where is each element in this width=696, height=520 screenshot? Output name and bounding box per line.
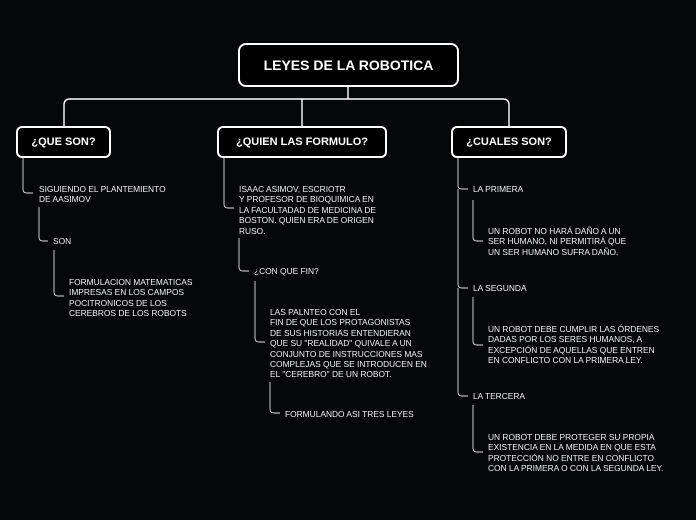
connector-b3-2	[458, 189, 468, 288]
connector-b1-2	[39, 207, 48, 241]
topic-la-primera[interactable]: LA PRIMERA	[473, 184, 524, 194]
topic-primera-ley-texto[interactable]: UN ROBOT NO HARÁ DAÑO A UN SER HUMANO, NI PERMITIRÁ QUE UN SER HUMANO SUFRA DAÑO.	[488, 226, 627, 257]
topic-formulacion-matematicas[interactable]: FORMULACION MATEMATICAS IMPRESAS EN LOS CAMPOS POCITRONICOS DE LOS CEREBROS DE LOS ROBOTS	[69, 277, 193, 319]
connector-b2-1	[224, 158, 234, 208]
connector-branch-1	[64, 99, 70, 126]
branch-que-son-label: ¿QUE SON?	[31, 136, 96, 148]
branch-quien-las-formulo[interactable]	[217, 126, 387, 158]
connector-b3-6	[473, 405, 483, 452]
topic-son[interactable]: SON	[53, 236, 72, 246]
topic-con-que-fin[interactable]: ¿CON QUE FIN?	[254, 266, 319, 276]
branch-que-son[interactable]	[16, 126, 111, 158]
root-topic-label: LEYES DE LA ROBOTICA	[263, 57, 434, 73]
topic-isaac-asimov[interactable]: ISAAC ASIMOV, ESCRIOTR Y PROFESOR DE BIOQUIMICA EN LA FACULTADAD DE MEDICINA DE BOSTON. QUIEN ERA DE ORIGEN RUSO.	[239, 184, 376, 236]
connector-b3-4	[473, 200, 483, 241]
connector-b3-1	[458, 158, 468, 189]
root-topic[interactable]	[238, 43, 459, 87]
connector-b2-3	[255, 281, 265, 342]
connector-b1-1	[23, 158, 33, 193]
connector-b3-5	[473, 297, 483, 345]
topic-segunda-ley-texto[interactable]: UN ROBOT DEBE CUMPLIR LAS ÓRDENES DADAS POR LOS SERES HUMANOS, A EXCEPCIÓN DE AQUELLAS QUE ENTREN EN CONFLICTO CON LA PRIMERA LEY.	[488, 324, 660, 366]
connector-b2-2	[239, 238, 249, 271]
topic-las-planteo[interactable]: LAS PALNTEO CON EL FIN DE QUE LOS PROTAGONISTAS DE SUS HISTORIAS ENTENDIERAN QUE SU "REALIDAD" QUIVALE A UN CONJUNTO DE INSTRUCCIONES MAS COMPLEJAS QUE SE INTRODUCEN EN EL "CEREBRO" DE UN ROBOT.	[270, 307, 427, 380]
branch-quien-las-formulo-label: ¿QUIEN LAS FORMULO?	[236, 136, 368, 148]
topic-la-tercera[interactable]: LA TERCERA	[473, 391, 525, 401]
connector-branch-3	[503, 99, 509, 126]
topic-tercera-ley-texto[interactable]: UN ROBOT DEBE PROTEGER SU PROPIA EXISTENCIA EN LA MEDIDA EN QUE ESTA PROTECCIÓN NO ENTRE EN CONFLICTO CON LA PRIMERA O CON LA SEGUNDA LEY.	[488, 432, 664, 474]
topic-siguiendo-plantemiento[interactable]: SIGUIENDO EL PLANTEMIENTO DE AASIMOV	[39, 184, 166, 205]
topic-la-segunda[interactable]: LA SEGUNDA	[473, 283, 527, 293]
topic-formulando-tres-leyes[interactable]: FORMULANDO ASI TRES LEYES	[285, 409, 414, 419]
connector-b1-3	[54, 250, 64, 296]
branch-cuales-son-label: ¿CUALES SON?	[466, 136, 552, 148]
branch-cuales-son[interactable]	[451, 126, 567, 158]
connector-b3-3	[458, 288, 468, 396]
connector-b2-4	[270, 382, 280, 413]
